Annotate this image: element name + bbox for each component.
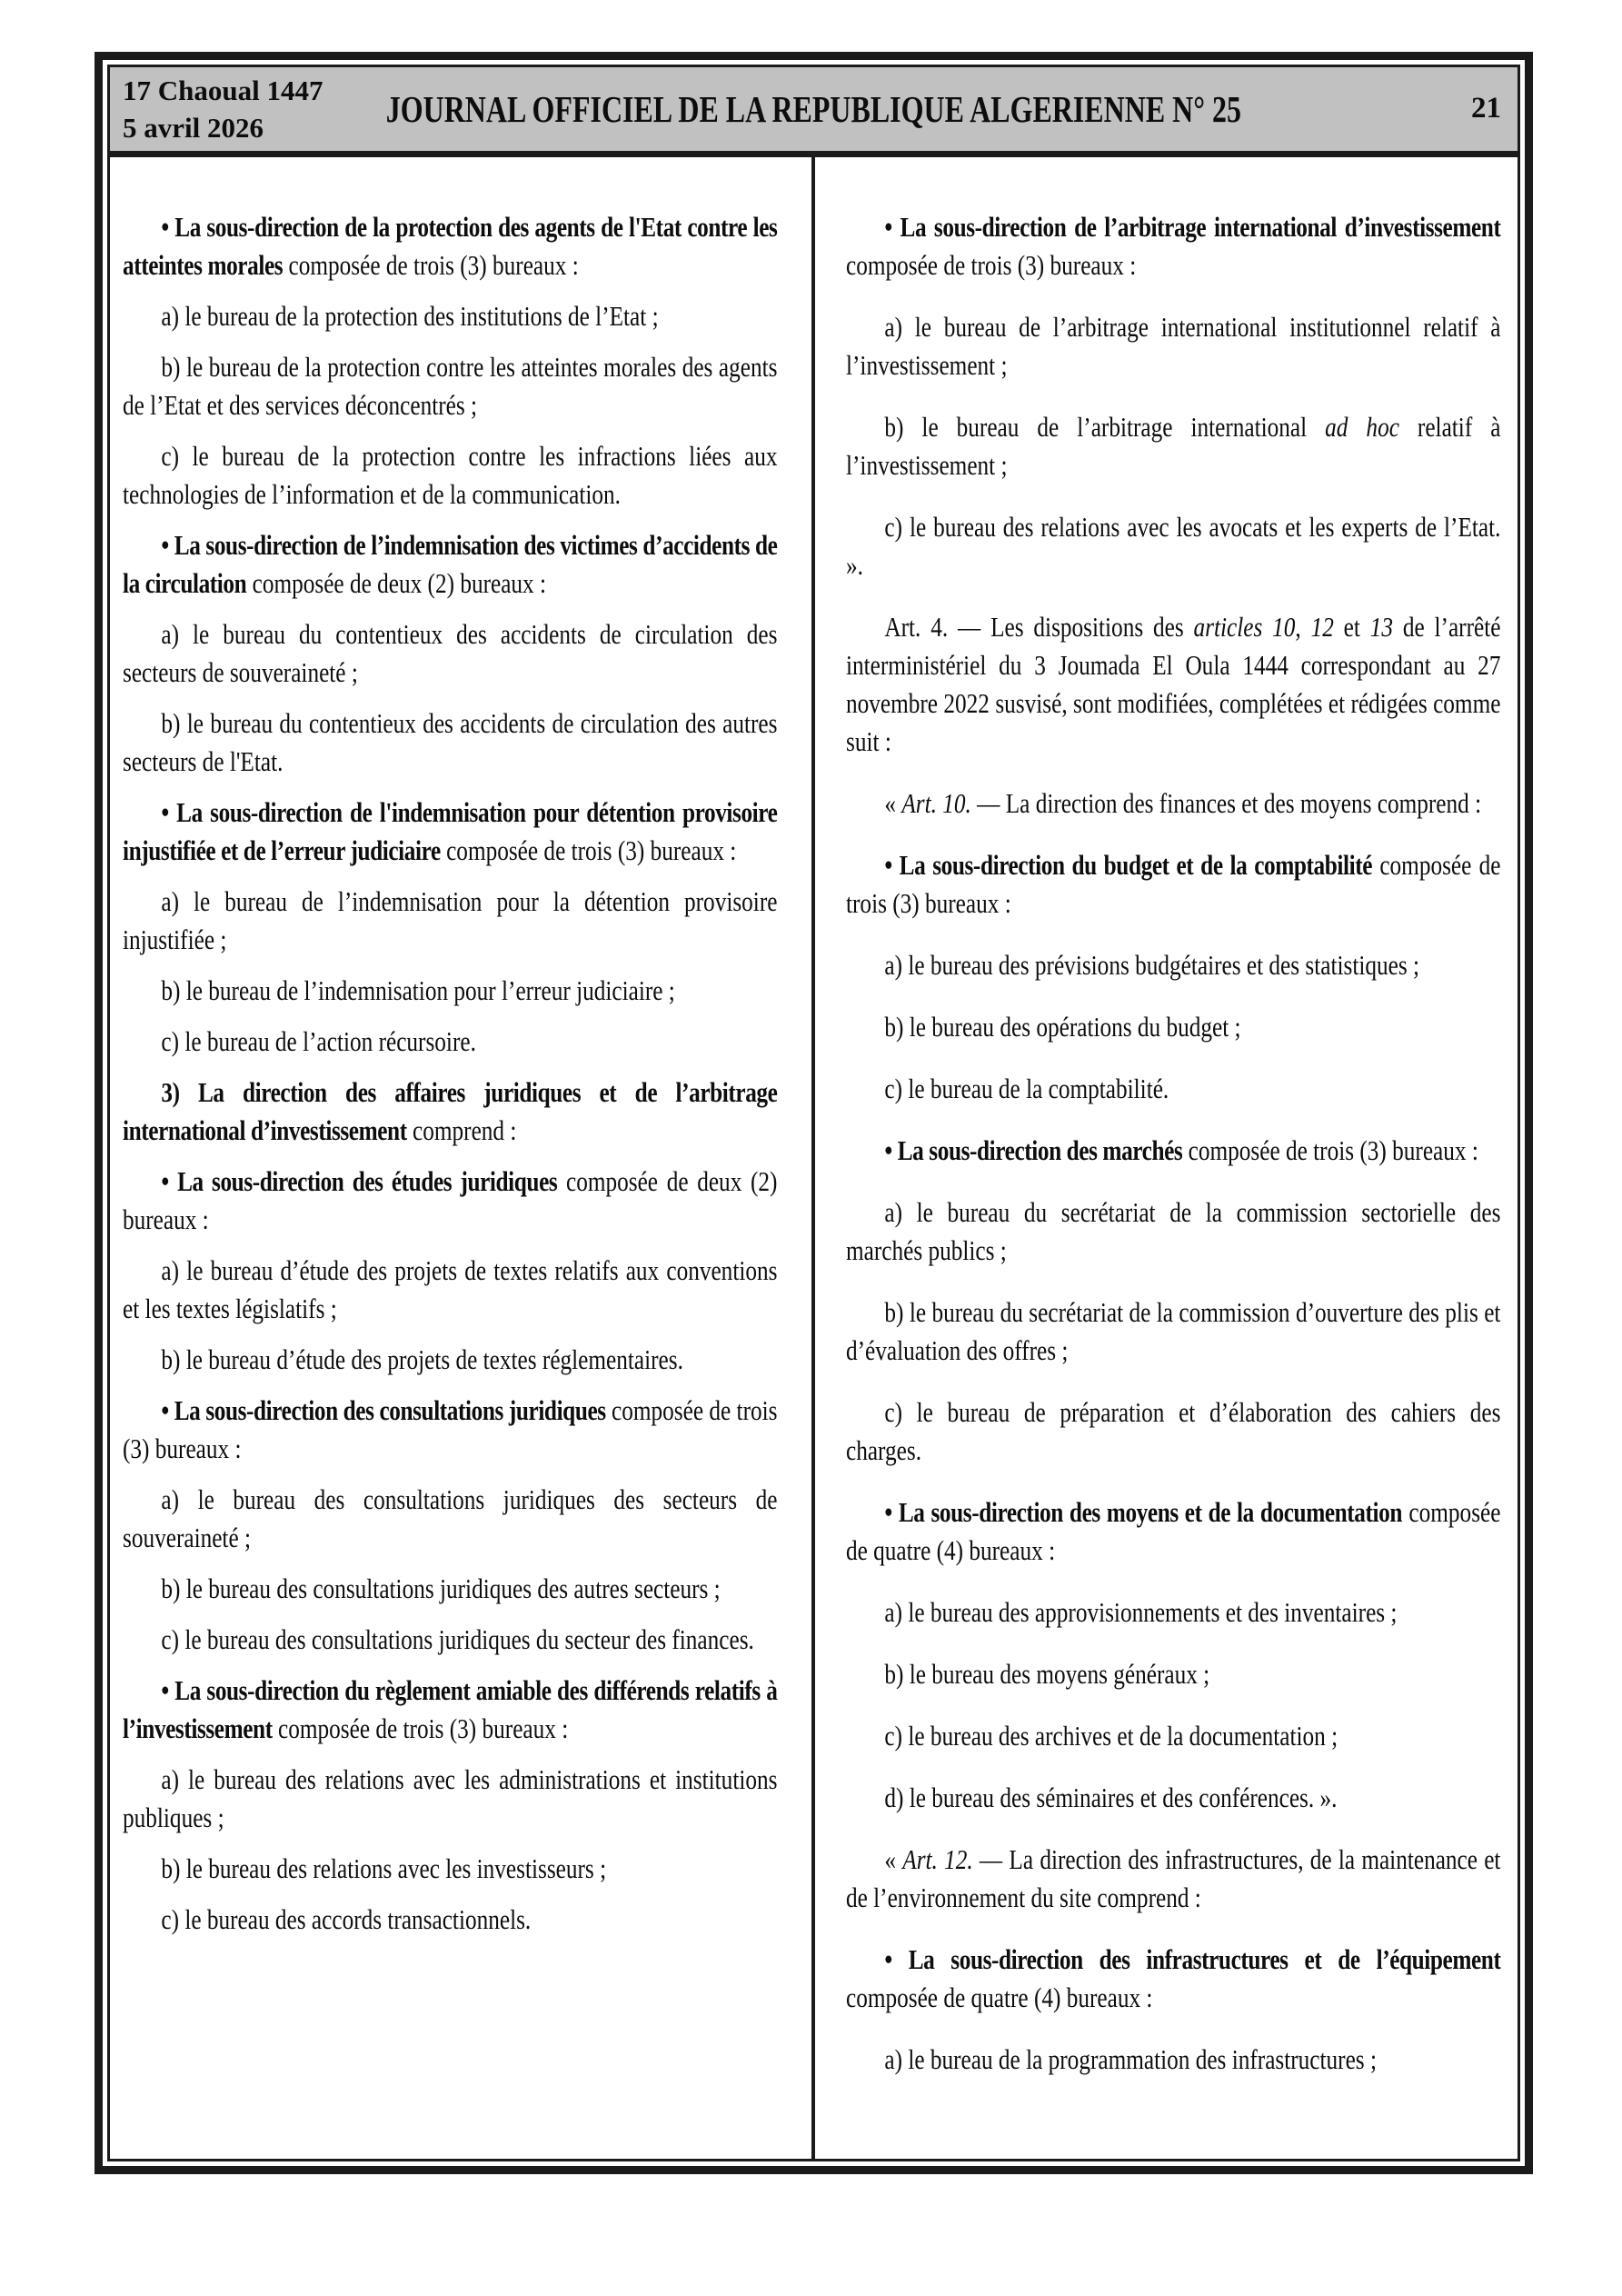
bureau-item: c) le bureau des archives et de la documentation ; [884, 1720, 1338, 1752]
subsection-heading: • La sous-direction des consultations juridiques composée de trois (3) bureaux : [123, 1394, 778, 1464]
article-12-heading: « Art. 12. — La direction des infrastructures, de la maintenance et de l’environnement du site comprend : [846, 1843, 1501, 1913]
bureau-item: a) le bureau du secrétariat de la commission sectorielle des marchés publics ; [846, 1196, 1501, 1266]
bureau-item: c) le bureau des relations avec les avocats et les experts de l’Etat. ». [846, 511, 1501, 581]
page-content [110, 157, 1518, 2159]
subsection-heading: • La sous-direction des moyens et de la documentation composée de quatre (4) bureaux : [846, 1496, 1501, 1566]
bureau-item: c) le bureau de préparation et d’élaboration des cahiers des charges. [846, 1396, 1501, 1466]
bureau-item: a) le bureau des consultations juridiques des secteurs de souveraineté ; [123, 1483, 778, 1553]
bureau-item: c) le bureau de l’action récursoire. [161, 1025, 476, 1057]
subsection-heading: • La sous-direction de l'indemnisation pour détention provisoire injustifiée et de l’erreur judiciaire composée de trois (3) bureaux : [123, 796, 778, 866]
subsection-heading: • La sous-direction des marchés composée de trois (3) bureaux : [884, 1134, 1478, 1166]
left-column [123, 157, 777, 2159]
bureau-item: a) le bureau des approvisionnements et des inventaires ; [884, 1596, 1398, 1628]
bureau-item: c) le bureau de la comptabilité. [884, 1073, 1169, 1104]
bureau-item: d) le bureau des séminaires et des conférences. ». [884, 1782, 1338, 1813]
bureau-item: b) le bureau des relations avec les investisseurs ; [161, 1852, 607, 1884]
bureau-item: c) le bureau de la protection contre les infractions liées aux technologies de l’information et de la communication. [123, 440, 778, 510]
article-4-paragraph: Art. 4. — Les dispositions des articles 10, 12 et 13 de l’arrêté interministériel du 3 Joumada El Oula 1444 correspondant au 27 novembre 2022 susvisé, sont modifiées, complétées et rédigées comme suit : [846, 611, 1501, 757]
direction-heading: 3) La direction des affaires juridiques et de l’arbitrage international d’investissement comprend : [123, 1076, 778, 1146]
bureau-item: c) le bureau des accords transactionnels. [161, 1903, 532, 1935]
page-frame [95, 52, 1533, 2174]
bureau-item: b) le bureau des opérations du budget ; [884, 1011, 1241, 1043]
bureau-item: b) le bureau de la protection contre les atteintes morales des agents de l’Etat et des services déconcentrés ; [123, 351, 778, 421]
gregorian-date: 5 avril 2026 [123, 112, 264, 144]
right-column [846, 157, 1500, 2159]
article-10-heading: « Art. 10. — La direction des finances et des moyens comprend : [884, 787, 1482, 819]
subsection-heading: • La sous-direction des infrastructures et de l’équipement composée de quatre (4) bureaux : [846, 1943, 1501, 2013]
subsection-heading: • La sous-direction de l’indemnisation des victimes d’accidents de la circulation composée de deux (2) bureaux : [123, 529, 778, 599]
bureau-item: b) le bureau de l’indemnisation pour l’erreur judiciaire ; [161, 974, 675, 1006]
bureau-item: b) le bureau des moyens généraux ; [884, 1658, 1210, 1690]
bureau-item: a) le bureau des prévisions budgétaires et des statistiques ; [884, 949, 1420, 981]
bureau-item: a) le bureau du contentieux des accidents de circulation des secteurs de souveraineté ; [123, 618, 778, 688]
bureau-item: a) le bureau de l’arbitrage international institutionnel relatif à l’investissement ; [846, 311, 1501, 381]
bureau-item: a) le bureau d’étude des projets de textes relatifs aux conventions et les textes législatifs ; [123, 1254, 778, 1324]
bureau-item: b) le bureau des consultations juridiques des autres secteurs ; [161, 1572, 721, 1604]
journal-title: JOURNAL OFFICIEL DE LA REPUBLIQUE ALGERIENNE N° 25 [385, 88, 1242, 130]
subsection-heading: • La sous-direction des études juridiques composée de deux (2) bureaux : [123, 1165, 778, 1235]
page-number: 21 [1471, 92, 1501, 125]
bureau-item: a) le bureau de la programmation des infrastructures ; [884, 2043, 1377, 2075]
subsection-heading: • La sous-direction de la protection des agents de l'Etat contre les atteintes morales composée de trois (3) bureaux : [123, 211, 778, 281]
bureau-item: a) le bureau des relations avec les administrations et institutions publiques ; [123, 1763, 778, 1833]
journal-title-wrap [110, 67, 1518, 151]
subsection-heading: • La sous-direction de l’arbitrage international d’investissement composée de trois (3) bureaux : [846, 211, 1501, 281]
bureau-item: b) le bureau d’étude des projets de textes réglementaires. [161, 1343, 683, 1375]
bureau-item: b) le bureau du contentieux des accidents de circulation des autres secteurs de l'Etat. [123, 707, 778, 777]
bureau-item: b) le bureau de l’arbitrage international ad hoc relatif à l’investissement ; [846, 411, 1501, 481]
page-frame-inner [107, 65, 1520, 2161]
subsection-heading: • La sous-direction du règlement amiable des différends relatifs à l’investissement composée de trois (3) bureaux : [123, 1674, 778, 1744]
header-band [110, 67, 1518, 157]
bureau-item: a) le bureau de la protection des institutions de l’Etat ; [161, 300, 659, 332]
hijri-date: 17 Chaoual 1447 [123, 75, 323, 106]
subsection-heading: • La sous-direction du budget et de la comptabilité composée de trois (3) bureaux : [846, 849, 1501, 919]
bureau-item: c) le bureau des consultations juridiques du secteur des finances. [161, 1623, 754, 1655]
column-divider [811, 157, 815, 2159]
bureau-item: a) le bureau de l’indemnisation pour la détention provisoire injustifiée ; [123, 885, 778, 955]
bureau-item: b) le bureau du secrétariat de la commission d’ouverture des plis et d’évaluation des offres ; [846, 1296, 1501, 1366]
